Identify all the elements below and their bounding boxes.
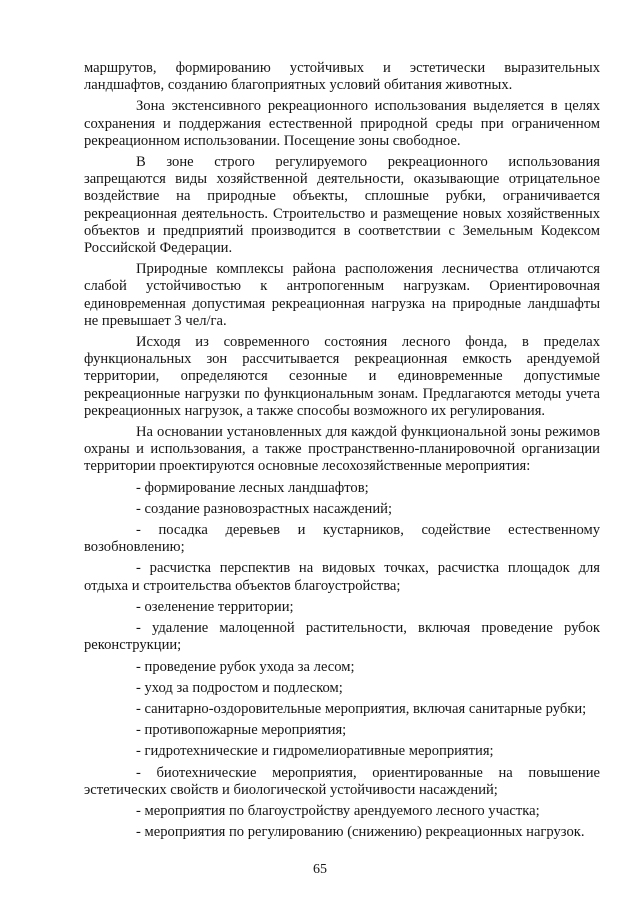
list-item: - мероприятия по регулированию (снижению) рекреационных нагрузок. — [136, 824, 585, 841]
list-item: - биотехнические мероприятия, ориентированные на повышение эстетических свойств и биологической устойчивости насаждений; — [84, 764, 600, 798]
list-item: - мероприятия по благоустройству арендуемого лесного участка; — [136, 802, 540, 819]
list-item: - формирование лесных ландшафтов; — [136, 479, 369, 496]
list-item: - расчистка перспектив на видовых точках, расчистка площадок для отдыха и строительства объектов благоустройства; — [84, 560, 600, 594]
paragraph: В зоне строго регулируемого рекреационного использования запрещаются виды хозяйственной деятельности, оказывающие отрицательное воздействие на природные объекты, сплошные рубки, ограничивается рекреационная деятельность. Строительство и размещение новых хозяйственных объектов и предприятий производится в соответствии с Земельным Кодексом Российской Федерации. — [84, 154, 600, 257]
paragraph: Природные комплексы района расположения лесничества отличаются слабой устойчивостью к антропогенным нагрузкам. Ориентировочная единовременная допустимая рекреационная нагрузка на природные ландшафты не превышает 3 чел/га. — [84, 261, 600, 329]
document-page — [84, 60, 600, 845]
list-item: - гидротехнические и гидромелиоративные мероприятия; — [136, 743, 494, 760]
list-item: - санитарно-оздоровительные мероприятия, включая санитарные рубки; — [136, 700, 587, 717]
list-item: - проведение рубок ухода за лесом; — [136, 658, 355, 675]
list-item: - удаление малоценной растительности, включая проведение рубок реконструкции; — [84, 620, 600, 654]
list-item: - озеленение территории; — [136, 598, 294, 615]
page-number: 65 — [313, 862, 327, 877]
list-item: - уход за подростом и подлеском; — [136, 679, 343, 696]
list-item: - противопожарные мероприятия; — [136, 722, 347, 739]
paragraph: маршрутов, формированию устойчивых и эстетически выразительных ландшафтов, созданию благоприятных условий обитания животных. — [84, 60, 600, 94]
paragraph: Исходя из современного состояния лесного фонда, в пределах функциональных зон рассчитывается рекреационная емкость арендуемой территории, определяются сезонные и единовременные допустимые рекреационные нагрузки по функциональным зонам. Предлагаются методы учета рекреационных нагрузок, а также способы возможного их регулирования. — [84, 334, 600, 419]
list-item: - посадка деревьев и кустарников, содействие естественному возобновлению; — [84, 522, 600, 556]
paragraph: На основании установленных для каждой функциональной зоны режимов охраны и использования, а также пространственно-планировочной организации территории проектируются основные лесохозяйственные мероприятия: — [84, 424, 600, 475]
list-item: - создание разновозрастных насаждений; — [136, 500, 393, 517]
measures-list — [84, 480, 600, 842]
paragraph: Зона экстенсивного рекреационного использования выделяется в целях сохранения и поддержания естественной природной среды при ограниченном рекреационном использовании. Посещение зоны свободное. — [84, 98, 600, 149]
